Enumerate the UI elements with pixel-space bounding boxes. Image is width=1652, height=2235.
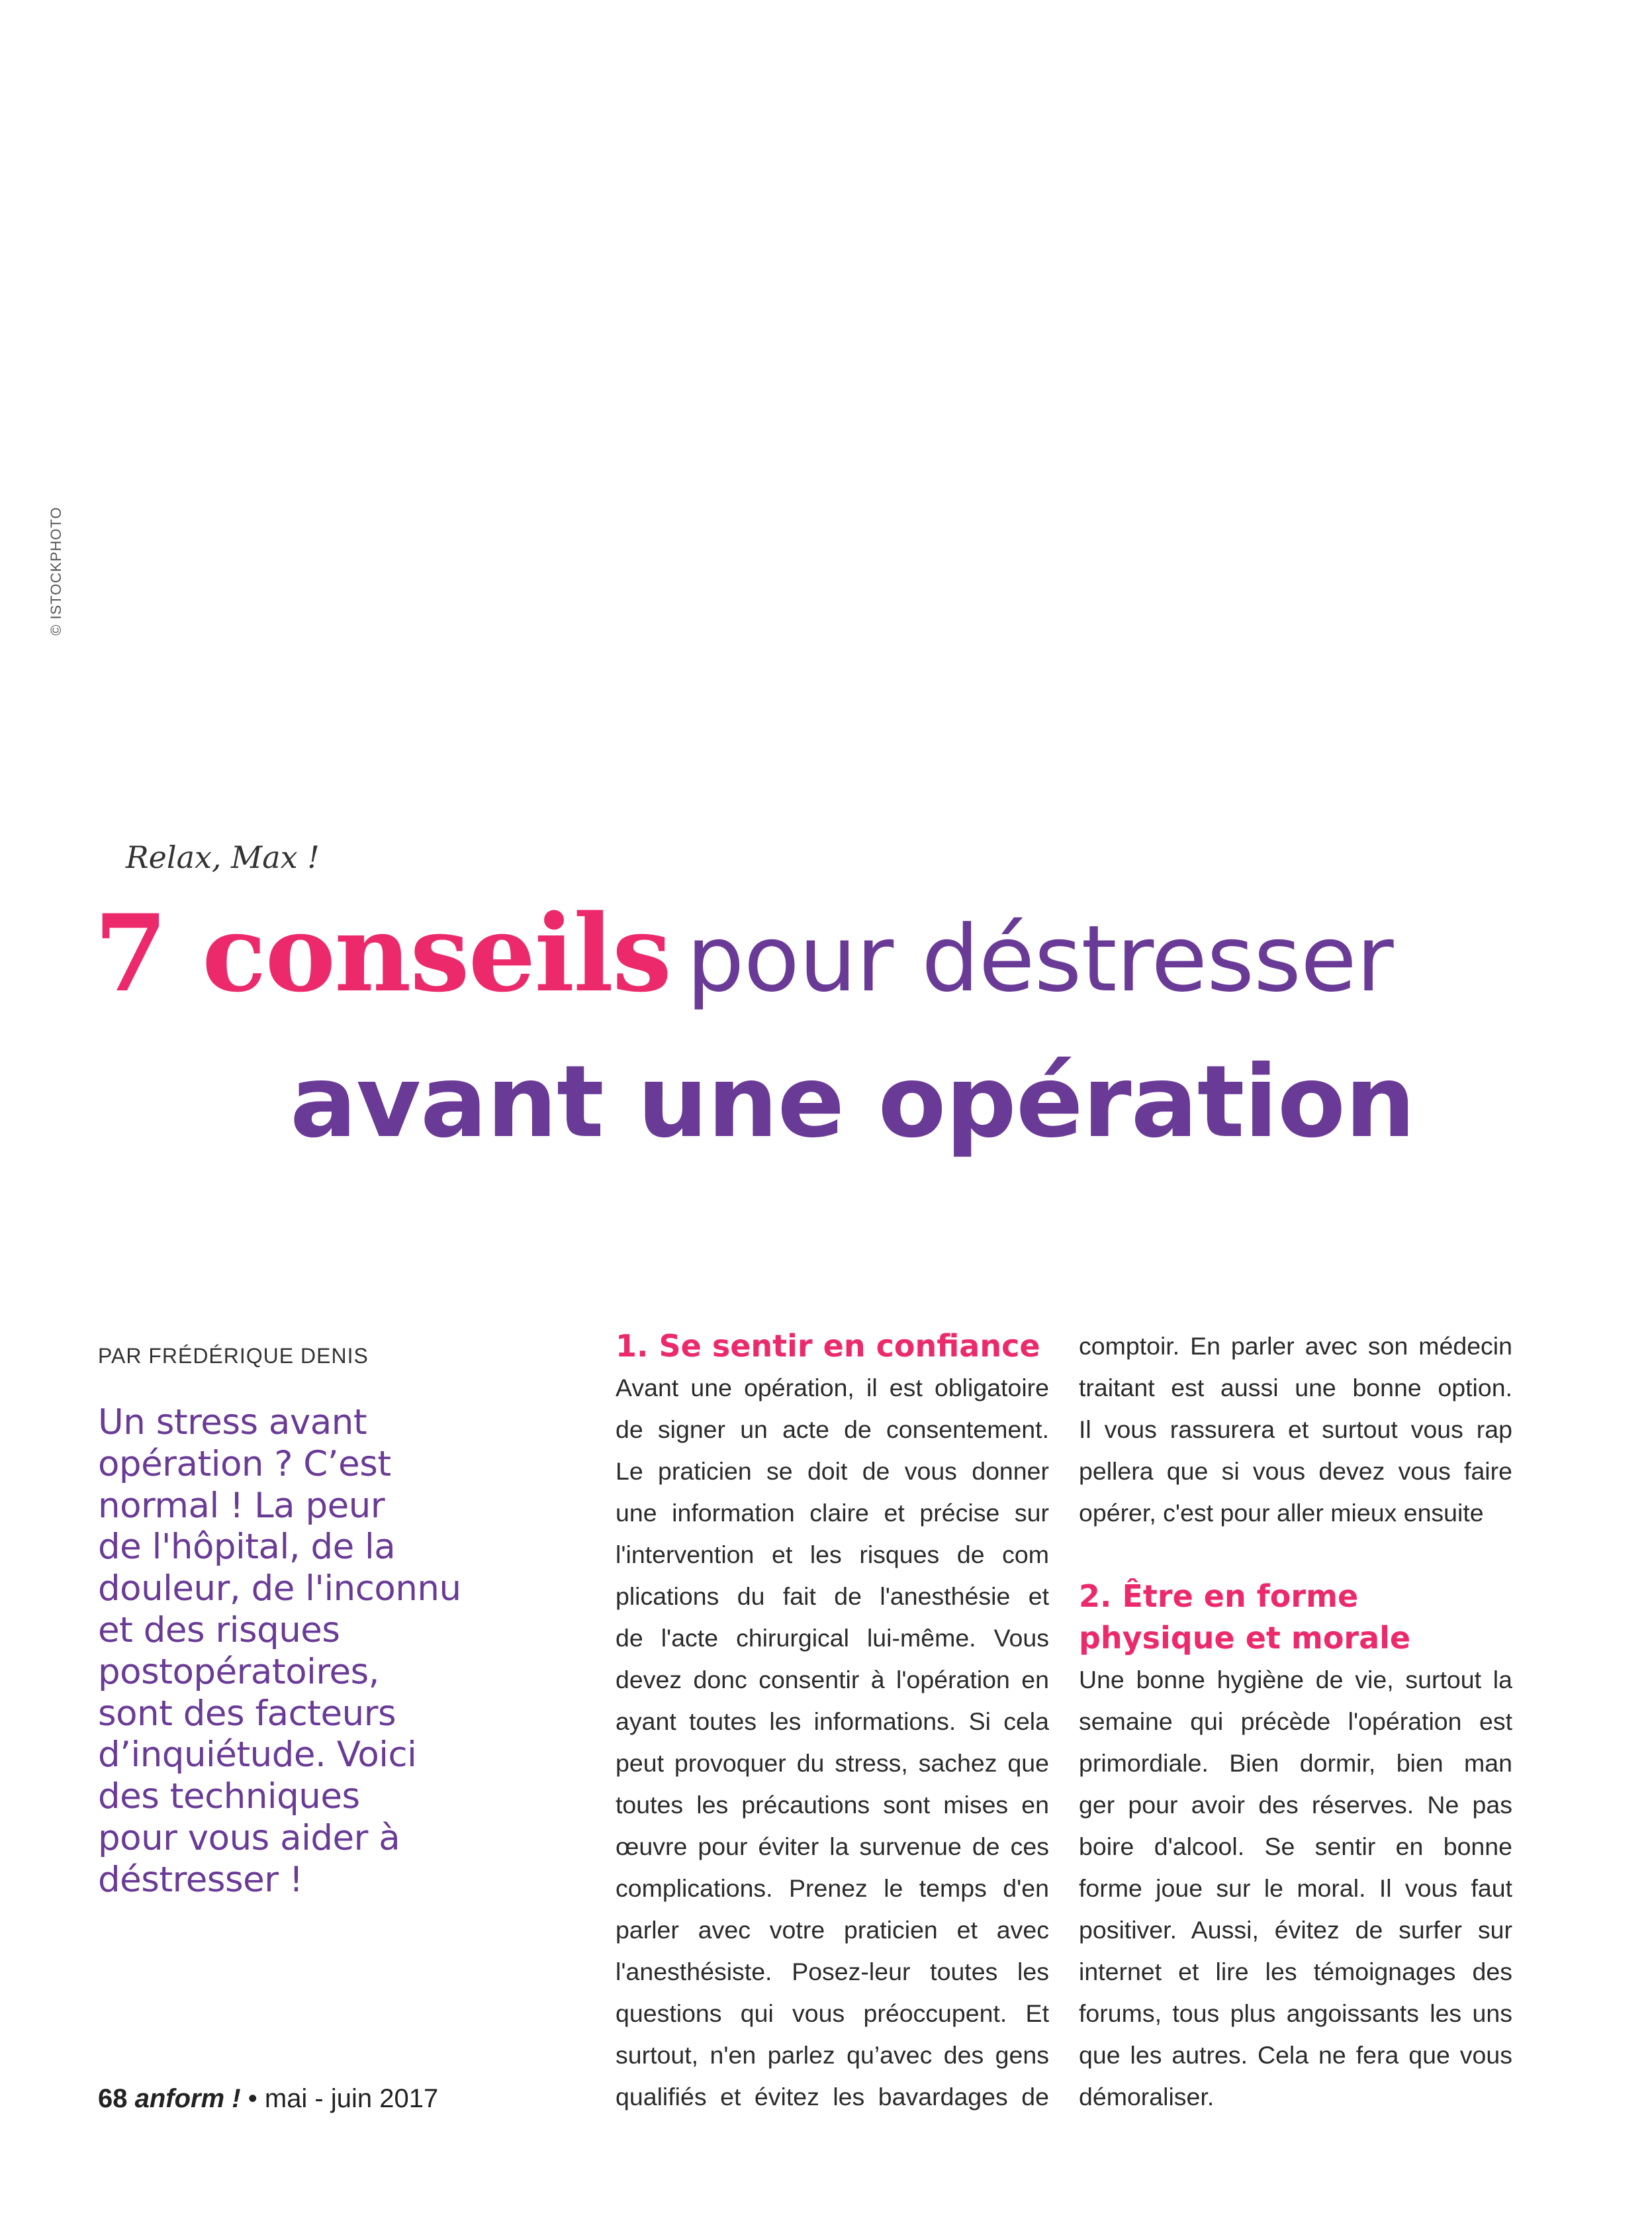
body-line: que les autres. Cela ne fera que vous (1079, 2041, 1512, 2069)
body-line: l'anesthésiste. Posez-leur toutes les (616, 1958, 1049, 1985)
body-line: ger pour avoir des réserves. Ne pas (1079, 1791, 1512, 1819)
body-line: boire d'alcool. Se sentir en bonne (1079, 1832, 1512, 1860)
lead-line: de l'hôpital, de la (98, 1527, 396, 1568)
body-line: questions qui vous préoccupent. Et (616, 1999, 1049, 2027)
body-line: Avant une opération, il est obligatoire (616, 1374, 1049, 1402)
lead-line: des techniques (98, 1776, 360, 1817)
lead-line: déstresser ! (98, 1859, 303, 1900)
body-line: Une bonne hygiène de vie, surtout la (1079, 1666, 1512, 1693)
body-line: surtout, n'en parlez qu’avec des gens (616, 2041, 1049, 2069)
lead-line: opération ? C’est (98, 1443, 391, 1484)
lead-line: Un stress avant (98, 1402, 367, 1443)
body-line: parler avec votre praticien et avec (616, 1916, 1049, 1944)
body-line: internet et lire les témoignages des (1079, 1958, 1512, 1985)
body-line: positiver. Aussi, évitez de surfer sur (1079, 1916, 1512, 1944)
lead-line: pour vous aider à (98, 1817, 400, 1858)
body-line: peut provoquer du stress, sachez que (616, 1749, 1049, 1777)
body-line: une information claire et précise sur (616, 1499, 1049, 1527)
kicker: Relax, Max ! (126, 839, 320, 875)
page-footer (98, 2084, 438, 2114)
section-1-heading: 1. Se sentir en confiance (616, 1328, 1040, 1364)
body-line: complications. Prenez le temps d'en (616, 1874, 1049, 1902)
byline: PAR FRÉDÉRIQUE DENIS (98, 1344, 369, 1368)
lead-paragraph (98, 1402, 522, 1901)
body-line: forums, tous plus angoissants les uns (1079, 1999, 1512, 2027)
title-line-2: avant une opération (290, 1045, 1415, 1160)
title-line-1 (94, 891, 1577, 1016)
body-line: l'intervention et les risques de com (616, 1541, 1049, 1568)
magazine-name: anform ! (134, 2084, 241, 2113)
lead-line: postopératoires, (98, 1651, 380, 1692)
section-2-heading: physique et morale (1079, 1620, 1411, 1656)
body-line: semaine qui précède l'opération est (1079, 1707, 1512, 1735)
body-line: plications du fait de l'anesthésie et (616, 1582, 1049, 1610)
body-line: pellera que si vous devez vous faire (1079, 1457, 1512, 1485)
lead-line: et des risques (98, 1609, 340, 1650)
body-line: Le praticien se doit de vous donner (616, 1457, 1049, 1485)
section-2-heading: 2. Être en forme (1079, 1578, 1359, 1614)
lead-line: d’inquiétude. Voici (98, 1735, 417, 1776)
body-line: comptoir. En parler avec son médecin (1079, 1332, 1512, 1360)
title-light: pour déstresser (686, 906, 1393, 1012)
lead-line: normal ! La peur (98, 1485, 385, 1526)
body-line: toutes les précautions sont mises en (616, 1791, 1049, 1819)
lead-line: sont des facteurs (98, 1693, 396, 1734)
body-line: ayant toutes les informations. Si cela (616, 1707, 1049, 1735)
photo-credit: © ISTOCKPHOTO (48, 506, 64, 636)
lead-line: douleur, de l'inconnu (98, 1568, 461, 1609)
body-line: opérer, c'est pour aller mieux ensuite (1079, 1499, 1484, 1527)
body-line: œuvre pour éviter la survenue de ces (616, 1832, 1049, 1860)
issue-date: • mai - juin 2017 (248, 2084, 439, 2113)
title-highlight: 7 conseils (94, 891, 671, 1016)
body-line: de signer un acte de consentement. (616, 1415, 1049, 1443)
body-line: primordiale. Bien dormir, bien man (1079, 1749, 1512, 1777)
body-line: démoraliser. (1079, 2083, 1215, 2111)
column-2-body (1079, 1325, 1512, 2118)
body-line: forme joue sur le moral. Il vous faut (1079, 1874, 1512, 1902)
body-line: devez donc consentir à l'opération en (616, 1666, 1049, 1693)
column-1-body (616, 1367, 1049, 2118)
page-number: 68 (98, 2084, 128, 2113)
body-line: qualifiés et évitez les bavardages de (616, 2083, 1049, 2111)
body-line: Il vous rassurera et surtout vous rap (1079, 1415, 1512, 1443)
body-line: traitant est aussi une bonne option. (1079, 1374, 1512, 1402)
body-line: de l'acte chirurgical lui-même. Vous (616, 1624, 1049, 1652)
